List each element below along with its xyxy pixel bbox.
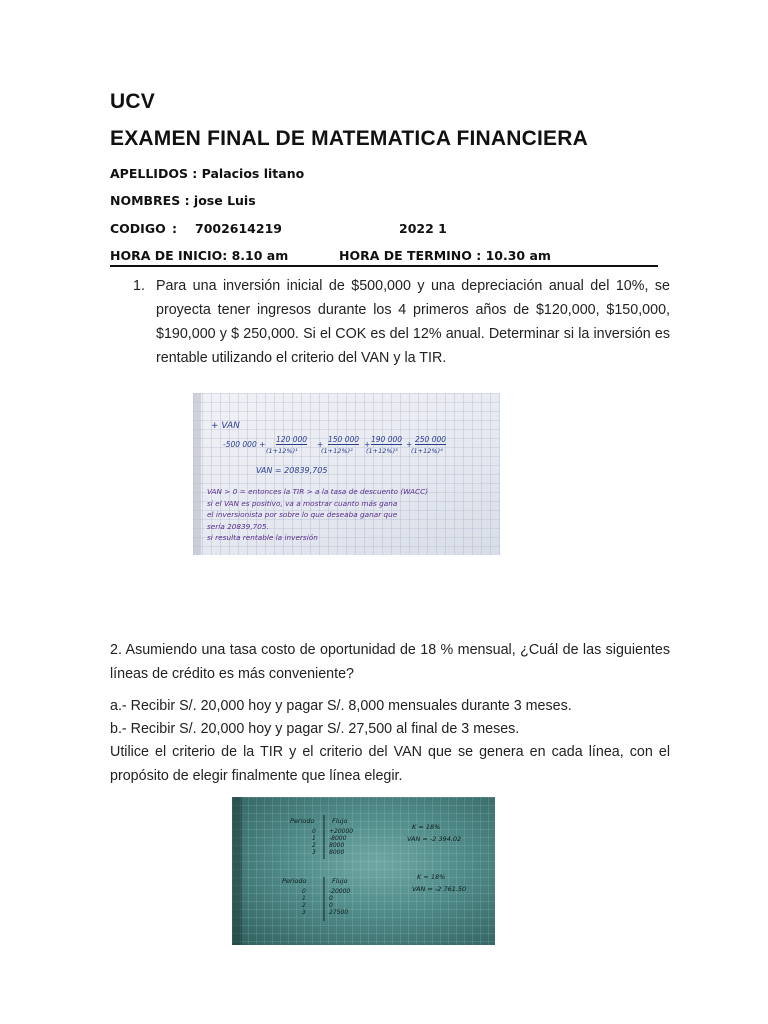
flow-cell: +20000 [329,828,354,835]
period-header-a: Periodo [290,817,315,825]
flow-cell: 0 [329,902,333,909]
end-time: HORA DE TERMINO : 10.30 am [339,248,551,263]
period-cell: 0 [302,888,306,895]
code-value: 7002614219 [195,221,282,236]
periods-a [312,828,316,856]
period-cell: 0 [312,828,316,835]
flow-cell: -8000 [329,835,347,842]
flow-cell: -20000 [329,888,351,895]
period-cell: 2 [302,902,306,909]
k-rate-a: K = 18% [412,823,441,831]
k-rate-b: K = 18% [417,873,446,881]
code-label: CODIGO [110,221,166,236]
formula-plus-1: + [317,440,324,449]
names-line: NOMBRES : jose Luis [110,193,256,208]
period-cell: 3 [302,909,306,916]
formula-den-1: (1+12%)¹ [266,447,298,455]
note-line: VAN > 0 = entonces la TIR > a la tasa de descuento (WACC) [207,487,429,496]
flows-a [329,828,353,856]
formula-plus-2: + [364,440,371,449]
code-separator: : [172,221,177,236]
header-rule [110,265,658,267]
conclusion-notes [207,486,497,544]
van-a: VAN = -2 394.02 [407,835,462,843]
period-header-b: Periodo [282,877,307,885]
note-line: el inversionista por sobre lo que deseaba ganar que [207,510,398,519]
formula-den-3: (1+12%)³ [366,447,398,455]
question2-option-b: b.- Recibir S/. 20,000 hoy y pagar S/. 27,500 al final de 3 meses. [110,721,520,737]
period-cell: 1 [302,895,306,902]
start-time: HORA DE INICIO: 8.10 am [110,248,289,263]
handwritten-solution-photo-1 [193,393,500,555]
flow-header-b: Flujo [332,877,348,885]
flow-cell: 27500 [329,909,349,916]
formula-den-4: (1+12%)⁴ [411,447,443,455]
van-b: VAN = -2 761.50 [412,885,467,893]
exam-title: EXAMEN FINAL DE MATEMATICA FINANCIERA [110,127,588,150]
institution-title: UCV [110,90,155,113]
flows-b [329,888,350,916]
flow-cell: 8000 [329,842,345,849]
question1-text: Para una inversión inicial de $500,000 y una depreciación anual del 10%, se proyecta tener ingresos durante los 4 primeros años de $120,000, $150,000, $190,000 y $ 250,000. Si el COK es del 12% anual. Determinar si la inversión es rentable utilizando el criterio del VAN y la TIR. [156,278,670,366]
formula-num-4: 250 000 [415,435,447,444]
question2-instruction: Utilice el criterio de la TIR y el criterio del VAN que se genera en cada línea, con el propósito de elegir finalmente que línea elegir. [110,744,670,784]
flow-cell: 0 [329,895,333,902]
note-line: sería 20839,705. [207,521,269,531]
formula-initial: -500 000 + [223,440,266,449]
period-cell: 2 [312,842,316,849]
van-heading: + VAN [211,421,240,431]
formula-num-1: 120 000 [276,435,308,444]
formula-num-3: 190 000 [371,435,403,444]
question1-number: 1. [133,278,145,294]
note-line: si resulta rentable la inversión [207,533,318,542]
formula-plus-3: + [406,440,413,449]
surname-line: APELLIDOS : Palacios litano [110,166,305,181]
formula-num-2: 150 000 [328,435,360,444]
question2-option-a: a.- Recibir S/. 20,000 hoy y pagar S/. 8,000 mensuales durante 3 meses. [110,698,572,714]
grid-paper [232,797,495,945]
period-cell: 1 [312,835,316,842]
handwritten-solution-photo-2 [232,797,495,945]
formula-den-2: (1+12%)² [321,447,353,455]
period-value: 2022 1 [399,221,447,236]
question2-intro: 2. Asumiendo una tasa costo de oportunidad de 18 % mensual, ¿Cuál de las siguientes líneas de crédito es más conveniente? [110,642,670,682]
periods-b [302,888,306,916]
flow-cell: 8000 [329,849,345,856]
period-cell: 3 [312,849,316,856]
flow-header-a: Flujo [332,817,348,825]
van-result: VAN = 20839,705 [256,466,328,475]
note-line: si el VAN es positivo, va a mostrar cuanto más gana [207,498,398,508]
